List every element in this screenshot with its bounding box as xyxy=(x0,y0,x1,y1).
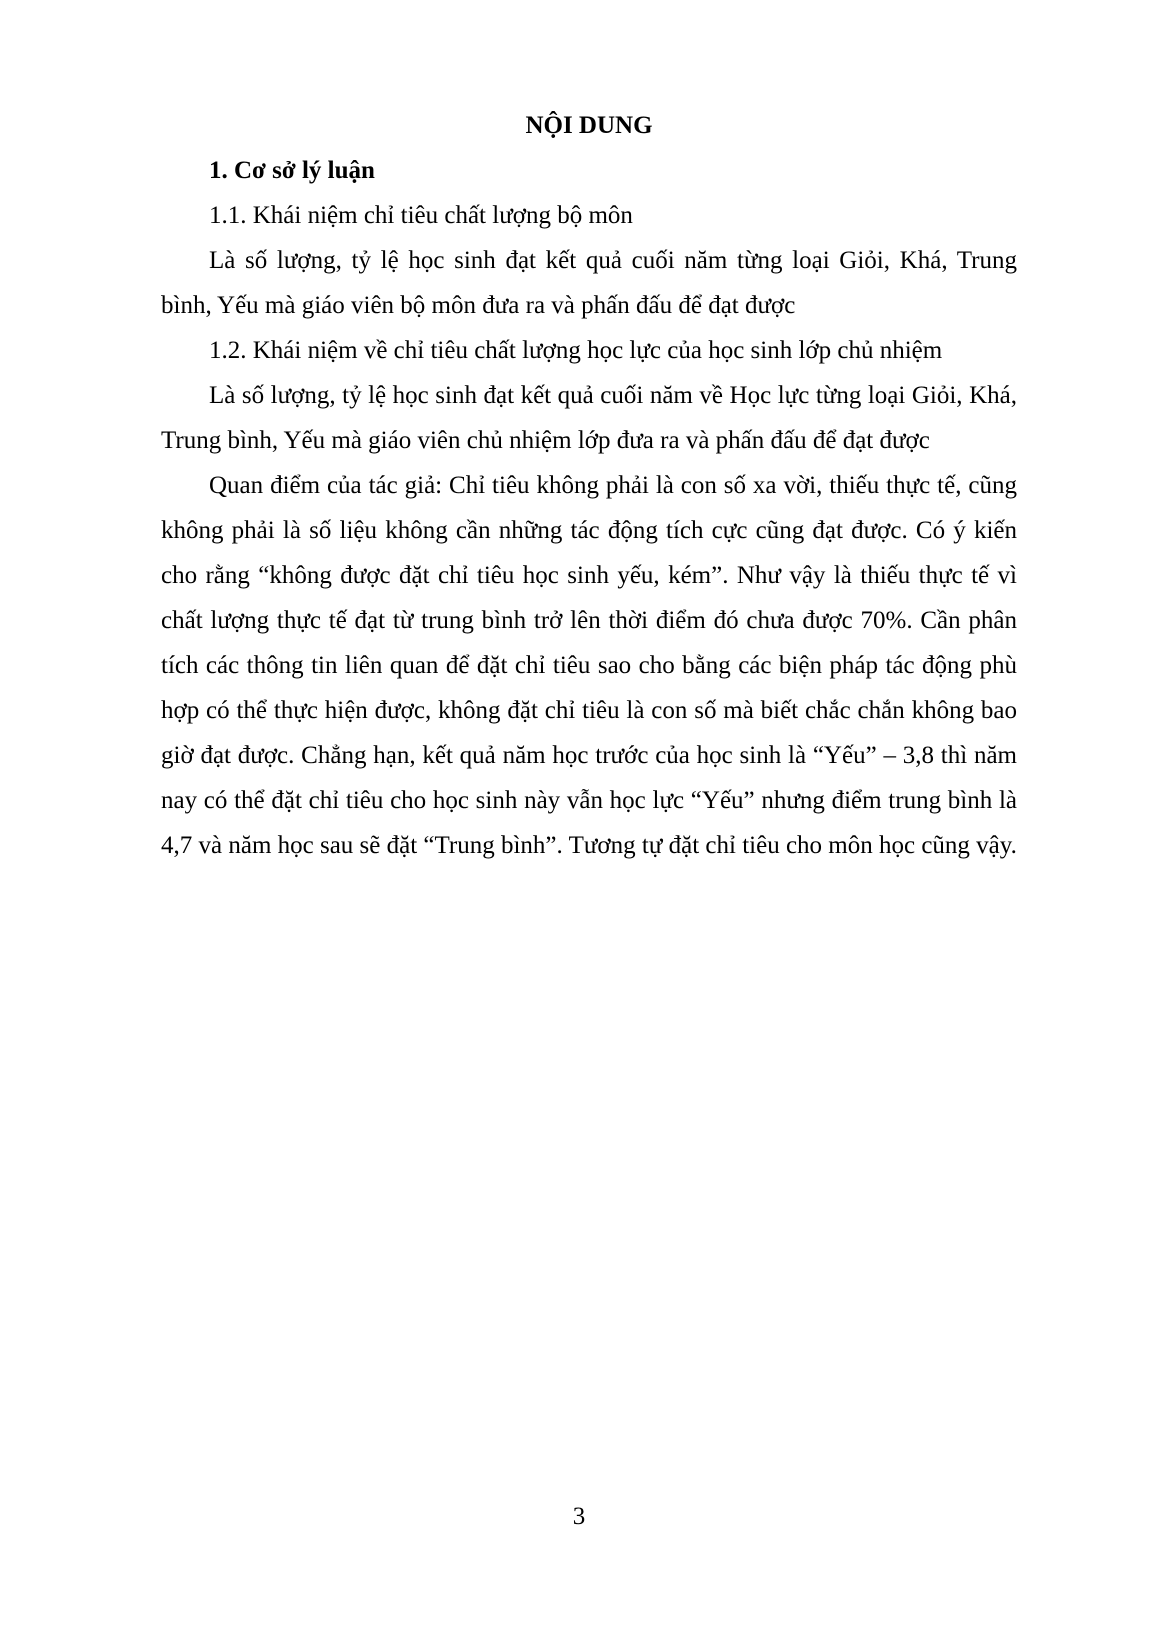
subsection-body-1-2: Là số lượng, tỷ lệ học sinh đạt kết quả cuối năm về Học lực từng loại Giỏi, Khá, Trung bình, Yếu mà giáo viên chủ nhiệm lớp đưa ra và phấn đấu để đạt được xyxy=(161,382,1017,454)
page-title: NỘI DUNG xyxy=(525,112,653,139)
subsection-body-1-1: Là số lượng, tỷ lệ học sinh đạt kết quả cuối năm từng loại Giỏi, Khá, Trung bình, Yếu mà giáo viên bộ môn đưa ra và phấn đấu để đạt được xyxy=(161,247,1017,319)
page-number: 3 xyxy=(572,1503,586,1530)
section-heading: 1. Cơ sở lý luận xyxy=(209,157,375,184)
subsection-heading-1-2: 1.2. Khái niệm về chỉ tiêu chất lượng học lực của học sinh lớp chủ nhiệm xyxy=(209,337,943,364)
author-view-paragraph: Quan điểm của tác giả: Chỉ tiêu không phải là con số xa vời, thiếu thực tế, cũng không phải là số liệu không cần những tác động tích cực cũng đạt được. Có ý kiến cho rằng “không được đặt chỉ tiêu học sinh yếu, kém”. Như vậy là thiếu thực tế vì chất lượng thực tế đạt từ trung bình trở lên thời điểm đó chưa được 70%. Cần phân tích các thông tin liên quan để đặt chỉ tiêu sao cho bằng các biện pháp tác động phù hợp có thể thực hiện được, không đặt chỉ tiêu là con số mà biết chắc chắn không bao giờ đạt được. Chẳng hạn, kết quả năm học trước của học sinh là “Yếu” – 3,8 thì năm nay có thể đặt chỉ tiêu cho học sinh này vẫn học lực “Yếu” nhưng điểm trung bình là 4,7 và năm học sau sẽ đặt “Trung bình”. Tương tự đặt chỉ tiêu cho môn học cũng vậy. xyxy=(161,472,1017,859)
subsection-heading-1-1: 1.1. Khái niệm chỉ tiêu chất lượng bộ môn xyxy=(209,202,633,229)
page-content xyxy=(161,103,1017,868)
